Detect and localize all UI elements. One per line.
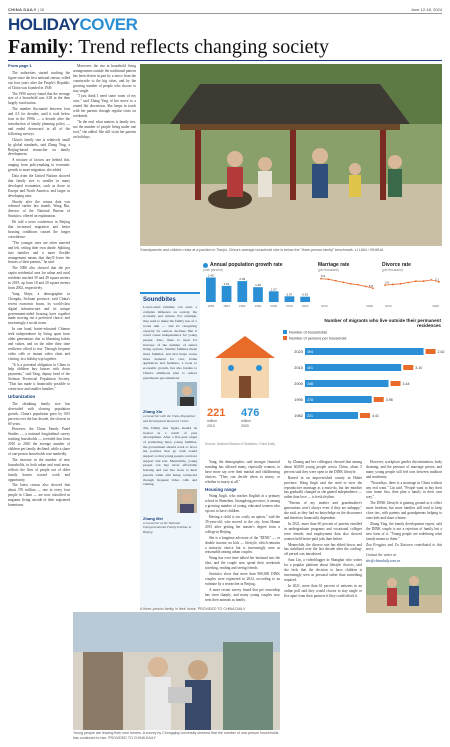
persons-value-label: 4.41 [372,414,380,418]
paragraph: Moreover, the rise in household living arrangements outside the traditional pattern has been driven in part by a move from the countryside to the big cities, and by the growing number of people who choose to stay single. [73,64,136,93]
blue-dot-icon [203,263,208,268]
households-2010-number: 221 [207,407,226,419]
year-label: 2013 [385,304,392,308]
households-2020-year: 2020 [241,424,249,428]
data-point [415,280,417,282]
headline-keyword: Family [8,36,68,58]
article-column-3 [205,460,280,605]
persons-value-label: 2.62 [437,350,445,354]
population-year-label: 2020 [301,304,309,308]
data-point [365,286,367,288]
population-bar [285,296,295,302]
paragraph: Wang Jingli, who teaches English at a primary school in Shenzhen, Guangdong province, is among a growing number of young, educated women who opt not to have children. [205,494,280,514]
population-year-label: 2000 [270,304,278,308]
households-value-label: 401 [307,366,313,370]
value-label: 5.8 [368,283,373,288]
section-title [8,15,137,35]
population-value-label: 0.53 [302,292,309,297]
data-point [400,283,402,285]
paragraph: "The younger ones are often married and left, setting their own abode. Splitting into families and a more flexible arrangement means that they'll leave the houses of their parents," he said. [8,240,70,265]
family-walk-image [366,567,442,613]
contributors-note: Zou Fengjiao and Xu Xiaowen contributed to this story. [366,542,442,552]
masthead-bar: CHINA DAILY | 10 June 12-18, 2024 [8,5,442,14]
headline-rest: : Trend reflects changing society [68,36,330,58]
data-point [407,282,409,284]
population-chart-title-text: Annual population growth rate [210,262,283,268]
three-person-caption: A three-person family in their home. PROVIDED TO CHINA DAILY [140,607,246,611]
population-bar [300,297,310,302]
year-label: 2013 [321,304,328,308]
marriage-chart [318,262,376,314]
divorce-chart [382,262,442,314]
divorce-chart-unit: (per thousand) [382,268,403,272]
paragraph: The shrinking family size has dovetailed with slowing population growth. China's population grew by 0.05 percent over the last decade, the slowest in 60 years. [8,401,70,426]
population-value-label: 2.45 [207,273,214,278]
paragraph: Yang Shiyu, a demographer in Chengdu, Sichuan province, said China's recent economic boom, its world-class digital infrastructure and its unique government-aided housing have together made moving out a preferred choice, and increasingly a social norm. [8,291,70,326]
households-bar [305,380,389,387]
bottom-photo-caption: Young people are leaving their own homes. A survey by Chongqing University showed that the number of one-person households has continued to rise. PROVIDED TO CHINA DAILY [73,731,279,740]
households-bar [305,348,424,355]
households-bar [305,396,372,403]
households-2010-year: 2010 [207,424,215,428]
households-value-label: 494 [307,350,313,354]
migrants-chart-title: Number of migrants who live outside their permanent residences [324,318,441,328]
column-4-body [284,460,362,598]
population-value-label: 1.07 [270,287,277,292]
subhead-housing: Housing range [205,486,237,492]
household-year-label: 2020 [294,349,303,354]
paragraph: In 2021, more than 60 percent of parents enrolled in undergraduate programs and vocational colleges were female, and employment data also showed women held better-paid jobs than before. [284,521,362,541]
marriage-chart-title: Marriage rate [318,262,350,268]
paragraph: Wang has over time talked her husband into the idea, and the couple now spend their weekends traveling, reading and seeing friends. [205,556,280,571]
legend-persons-swatch [283,336,287,340]
persons-value-label: 3.96 [385,398,393,402]
persons-marker [391,381,401,386]
population-year-label: 2010 [286,304,293,308]
avatar [177,382,197,406]
persons-marker [360,413,370,418]
soundbite-2-text: The family size figure should be treated as a result of past development. After a five-year target of promoting more young families, the government should work to favor the policies that go with sound support so that young people can have support and rest. Meanwhile, young people can buy more affordable housing and can live close to their parents while still being connected through frequent video calls and visiting. [143,425,197,487]
housing-body [205,494,280,602]
article-column-right [366,460,442,742]
family-walk-photo [366,567,442,613]
paragraph: The increase in the number of new households, in both urban and rural areas, reflects the flow of people out of older family homes toward work and opportunity. [8,457,70,482]
column-1-body [8,71,70,392]
population-chart-svg [203,272,313,308]
households-value-label: 221 [307,414,313,418]
contact-email[interactable]: zhe@chinadaily.com.cn [366,559,401,564]
article-column-1 [8,64,70,740]
paragraph: Raised in an impoverished county in Hubei province, Wang Jingli said she used to view the reproductive marriage as a must-do, but her mindset has gradually changed as she gained independence — rather than love — is fresh rhythm. [284,475,362,500]
paragraph: The latest census also showed that about 376 million — one in every four people in China — are now classified as migrants living outside of their registered hometown. [8,483,70,508]
population-value-label: 1.48 [255,283,261,288]
value-label: 9.9 [321,274,326,279]
contact-label: Contact the writer at [366,553,397,558]
paragraph: "Parents of my mother and grandmother's generations won't always even if they are unhappy," she said, as they had no knowledge on the disconnect and therefore financially dependent. [284,501,362,520]
household-year-label: 2000 [294,381,303,386]
article-column-4 [284,460,362,742]
soundbite-1-name: Zhang Xin [143,409,163,415]
paragraph: However, workplace gender discrimination, body shaming, and the pressure of marriage persist, and many young people still feel torn between tradition and modernity. [366,460,442,479]
value-label: 3.1 [434,277,439,282]
paragraph: In 2021, more than 61 percent of netizens in an online poll said they would choose to stay single or live apart from their partners if they could afford it. [284,583,362,598]
house-illustration-icon [215,336,275,398]
persons-marker [403,365,413,370]
main-photo-caption: Grandparents and children relax at a pavilion in Tianjin. China's average household size is below the "three-person-family" benchmark. LI LIAN / XINHUA [140,248,384,252]
population-bar [222,286,232,302]
column-3-body [205,460,280,485]
paragraph: Meanwhile, the divorce rate has ebbed down, and has stabilized over the last decade after the cooling-off period was introduced. [284,542,362,557]
population-chart-unit: (unit: percent) [203,268,223,272]
population-bar [237,281,247,302]
household-year-label: 2010 [294,365,303,370]
year-label: 2020 [432,304,439,308]
persons-value-label: 3.10 [415,366,423,370]
person-portrait-icon [177,489,197,513]
data-point [342,281,344,283]
paragraph: Zhang Ying, the family development expert, said the DINK couple is not a rejection of family but a new form of it. "Young people are redefining what family means to them." [366,521,442,541]
soundbite-2-role: a researcher at the National Intergenerational Family Institute in Beijing [143,520,192,534]
persons-marker [374,397,384,402]
paragraph: The DINK lifestyle is gaining ground as it offers more freedom, but more families still tend to keep close ties, with parents and grandparents helping to raise kids and share a home. [366,501,442,520]
households-value-label: 278 [307,398,313,402]
population-bar [269,291,279,302]
paragraph: The number fluctuated between four and 4.5 for decades, until it took below four in the 1990s — a decade after the introduction of family planning policy — and ended downward in all of the following surveys. [8,107,70,136]
marriage-chart-unit: (per thousand) [318,268,339,272]
paragraph: A more recent survey found that pet ownership has risen sharply, and many young couples now treat their animals as family. [205,587,280,602]
paper-name: CHINA DAILY [8,6,37,12]
column-2-body [73,64,136,140]
legend-persons: Number of persons per household [289,336,347,341]
data-point [423,280,425,282]
paragraph: China's family size is relatively small by global standards, said Zhang Ying, a Beijing-based researcher on family development. [8,137,70,157]
year-label: 2020 [366,304,373,308]
households-bar [305,364,401,371]
section-part-a: HOLIDAY [8,15,80,34]
soundbites-box [140,292,200,608]
subhead-urbanization: Urbanization [8,394,36,399]
paragraph: The NBS also showed that the per capita residential area for urban and rural residents reached 39 and 49 square meters in 2019, up from 18 and 20 square meters from 2002, respectively. [8,266,70,290]
data-point [357,284,359,286]
migrants-household-svg [205,328,445,438]
persons-value-label: 3.44 [402,382,410,386]
household-year-label: 1982 [294,413,303,418]
page-number: 10 [39,6,45,12]
soundbite-1-role: a researcher with the China Population and Development Research Center [143,414,196,423]
population-year-label: 1990 [254,304,262,308]
divorce-chart-title: Divorce rate [382,262,411,268]
household-size-bars [294,348,444,419]
value-label: 2.6 [385,280,390,285]
population-bar [206,278,216,303]
data-point [335,280,337,282]
households-2020-number: 476 [241,407,260,419]
population-value-label: 2.09 [239,277,246,282]
paragraph: Sara Lin, a videoblogger in Shanghai who writes for a popular platform about lifestyle choices, said she feels that the decision to have children is increasingly seen as personal rather than something required. [284,558,362,582]
paragraph: "It is a potential obligation in China to help children buy houses with down payments," said Yang, deputy head of the Sichuan Provincial Population Society. "That has made it financially possible to create new and smaller families." [8,362,70,392]
paragraph: In one hand, better-educated Chinese seek independence by living apart from older generations due to liberating habits and values, and on the other their time resilience afford to rise. Through frequent video calls or instant video chats and visiting, in a holiday trip together. [8,327,70,361]
population-bar [253,287,263,302]
population-value-label: 1.61 [223,281,230,286]
pavilion-family-photo [140,64,442,246]
headline [8,36,329,58]
urbanization-body [8,402,70,508]
column-right-body [366,460,442,542]
paragraph: Shortly after the census data was released earlier last month, Wang Bin, director of the National Bureau of Statistics, offered an explanation. [8,199,70,219]
legend-households: Number of households [289,330,328,335]
paragraph: Yang, the demographer, said stronger financial standing has allowed many, especially women, to have more say over their marital and childbearing choices. "They can decide when to marry, or whether to marry at all." [205,460,280,484]
paragraph: "Nowadays, there is a marriage in China without any real want," Lin said. "People want to buy their own home first, then plan a family in their own way." [366,480,442,500]
soundbite-1-text: Lower-sized families can exert a complex influence on society, the economy and culture. For example, they tend to make the family less of a social unit — and its caregiving capacity for seniors declines. But it could create independence for young people. Also, there is need for increase of the number of senior living options. Smaller families mean more families, and that helps create more demand for cars, home appliances and furniture, a boon to economic growth, but also burden to China's ambitious plan to reduce greenhouse gas emissions. [143,305,197,380]
chart-source: Source: National Bureau of Statistics, China Daily [205,442,275,446]
section-part-b: COVER [79,15,138,34]
household-year-label: 1990 [294,397,303,402]
households-2010-unit: million [207,419,217,423]
paragraph: Having a child is too costly an option," said the 35-year-old, who moved to the city from Hunan 2015 after getting her master's degree from a college in Beijing. [205,515,280,534]
soundbite-2-name: Zhang Mei [143,515,163,521]
paragraph: She is a longtime advocate of the "DINK" — or double income, no kids — lifestyle, which remains a minority choice but is increasingly seen as reasonable among urban couples. [205,535,280,555]
paragraph: Statistics show that more than 900,000 DINK couples were registered in 2024, according to an estimate by a researcher in Beijing. [205,572,280,586]
avatar [177,489,197,513]
bottom-photo [73,612,280,730]
population-year-label: 1953 [207,304,215,308]
paragraph: "I just think I need some room of my own," said Zhang Ying of her move to a rented flat downtown. She keeps in touch with her parents through regular visits on weekends. [73,94,136,119]
population-year-label: 1964 [223,304,230,308]
paragraph: by Zhuang and her colleagues showed that among about 60,000 young people across China, about 5 percent said they were open to the DINK lifestyle. [284,460,362,474]
data-point [350,283,352,285]
households-value-label: 348 [307,382,313,386]
continued-from: From page 1 [8,63,32,68]
population-chart [203,262,313,314]
paragraph: Data from the United Nations showed that family size is smaller in many developed economies, such as those in Europe and North America, and larger in developing ones. [8,174,70,198]
migrants-chart [205,318,445,450]
paragraph: A mixture of factors are behind this, ranging from policymaking to economic growth to more migration, she added. [8,158,70,173]
households-2020-unit: million [241,419,251,423]
population-value-label: 0.57 [286,292,293,297]
persons-marker [426,349,436,354]
paragraph: However, the China Family Panel Studies — a national longitudinal survey tracking households — revealed that from 2010 to 2020 the average number of children per family declined, while a share of one-person households rose markedly. [8,427,70,456]
paragraph: The 1990 survey found that the average size of a household was 4.28 in the then largely rural nation. [8,91,70,106]
data-point [430,279,432,281]
paragraph: The authorities started tracking the figure since the first national census, rolled out four years after the People's Republic of China was founded in 1949. [8,70,70,90]
person-portrait-icon [177,382,197,406]
marriage-chart-svg [318,272,376,308]
soundbites-title: Soundbites [143,297,176,303]
paragraph: He told a news conference in Beijing that increased migration and better housing conditions caused the longer coresidence. [8,220,70,239]
main-photo [140,64,442,246]
issue-date: June 12-18, 2024 [410,6,442,12]
divorce-chart-svg [382,272,442,308]
legend-households-swatch [283,330,287,334]
population-year-label: 1982 [238,304,246,308]
data-point [328,278,330,280]
headline-rule [8,60,442,61]
paragraph: "In the end, what matters is family ties, not the number of people living under one roof," she added. She still visits her parents on holidays. [73,119,136,139]
young-people-photo [73,612,280,730]
data-point [392,284,394,286]
